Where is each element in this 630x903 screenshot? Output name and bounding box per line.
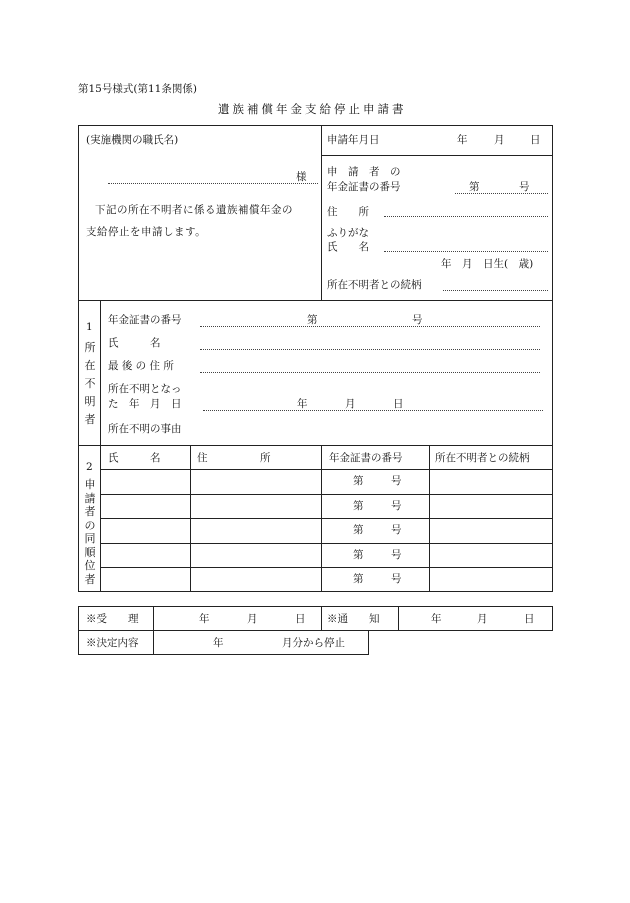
missing-date-label-1: 所在不明となっ	[108, 383, 182, 395]
row2-go: 号	[391, 500, 402, 512]
col-header-cert: 年金証書の番号	[329, 452, 403, 464]
section1-vertical-label: 所在不明者	[84, 341, 96, 426]
missing-date-day: 日	[393, 398, 404, 410]
col-header-name: 氏 名	[108, 452, 161, 464]
receipt-month: 月	[247, 613, 258, 625]
row3-go: 号	[391, 524, 402, 536]
applicant-cert-field[interactable]	[455, 193, 548, 194]
applicant-address-label: 住 所	[327, 206, 369, 218]
sama-label: 様	[296, 171, 307, 183]
row3-dai: 第	[353, 524, 364, 536]
receipt-year: 年	[199, 613, 210, 625]
relation-field[interactable]	[443, 290, 548, 291]
request-text-line1: 下記の所在不明者に係る遺族補償年金の	[95, 204, 293, 216]
form-title: 遺族補償年金支給停止申請書	[218, 102, 407, 116]
missing-cert-dai: 第	[307, 314, 318, 326]
applicant-address-field[interactable]	[384, 216, 548, 217]
apply-date-month[interactable]: 月	[494, 134, 505, 146]
missing-name-field[interactable]	[200, 349, 540, 350]
missing-cert-go: 号	[412, 314, 423, 326]
section1-number: 1	[86, 321, 93, 333]
applicant-name-label: 氏 名	[327, 241, 369, 253]
last-address-field[interactable]	[200, 372, 540, 373]
decision-suffix: 月分から停止	[282, 637, 345, 649]
applicant-cert-go: 号	[519, 181, 530, 193]
row4-go: 号	[391, 549, 402, 561]
apply-date-year[interactable]: 年	[457, 134, 468, 146]
section2-vertical-label: 申請者の同順位者	[84, 478, 96, 586]
last-address-label: 最 後 の 住 所	[108, 360, 174, 372]
row5-go: 号	[391, 573, 402, 585]
section2-number: 2	[86, 461, 93, 473]
notice-year: 年	[431, 613, 442, 625]
col-header-relation: 所在不明者との続柄	[435, 452, 530, 464]
form-number: 第15号様式(第11条関係)	[78, 83, 197, 95]
request-text-line2: 支給停止を申請します。	[86, 226, 207, 238]
missing-date-month: 月	[345, 398, 356, 410]
row4-dai: 第	[353, 549, 364, 561]
notice-label: ※通 知	[327, 613, 380, 625]
applicant-cert-label-2: 年金証書の番号	[327, 181, 401, 193]
notice-day: 日	[524, 613, 535, 625]
row2-dai: 第	[353, 500, 364, 512]
birth-date-label: 年 月 日生( 歳)	[441, 258, 534, 270]
apply-date-label: 申請年月日	[327, 134, 380, 146]
missing-date-label-2: た 年 月 日	[108, 398, 182, 410]
missing-name-label: 氏 名	[108, 337, 161, 349]
missing-date-year: 年	[297, 398, 308, 410]
furigana-label: ふりがな	[327, 227, 369, 239]
row1-go: 号	[391, 475, 402, 487]
agency-name-label: (実施機関の職氏名)	[86, 134, 179, 146]
decision-year: 年	[213, 637, 224, 649]
missing-cert-field[interactable]	[200, 326, 540, 327]
missing-date-field[interactable]	[203, 410, 543, 411]
missing-cert-label: 年金証書の番号	[108, 314, 182, 326]
applicant-name-field[interactable]	[384, 251, 548, 252]
relation-label: 所在不明者との続柄	[327, 279, 422, 291]
applicant-cert-dai: 第	[469, 181, 480, 193]
row5-dai: 第	[353, 573, 364, 585]
receipt-label: ※受 理	[86, 613, 139, 625]
applicant-cert-label-1: 申 請 者 の	[327, 166, 401, 178]
receipt-day: 日	[295, 613, 306, 625]
agency-name-field[interactable]	[108, 183, 318, 184]
missing-reason-label: 所在不明の事由	[108, 423, 182, 435]
col-header-address: 住 所	[197, 452, 271, 464]
notice-month: 月	[477, 613, 488, 625]
apply-date-day[interactable]: 日	[530, 134, 541, 146]
decision-label: ※決定内容	[86, 637, 139, 649]
row1-dai: 第	[353, 475, 364, 487]
